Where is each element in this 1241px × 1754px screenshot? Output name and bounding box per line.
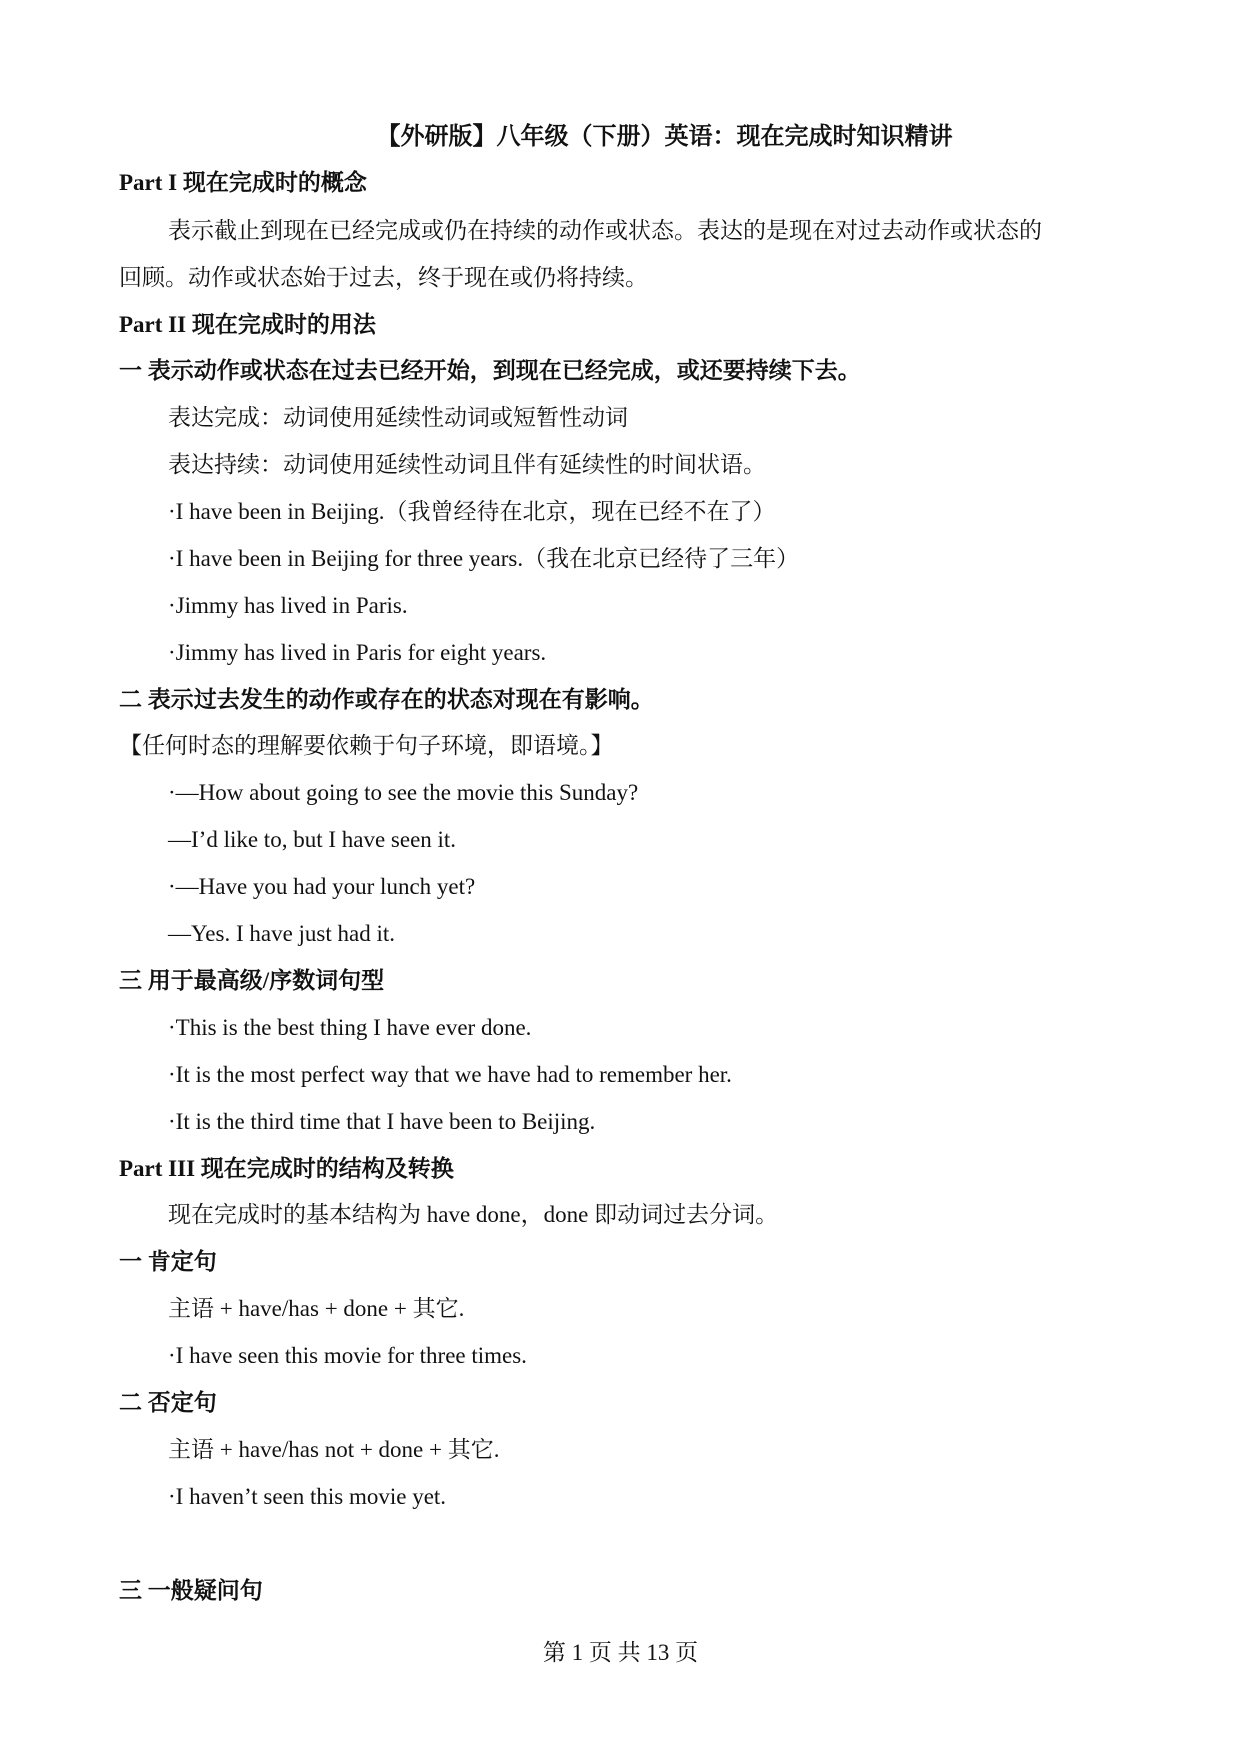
part2-section3-example: ·It is the third time that I have been to Beijing. xyxy=(168,1109,596,1134)
part3-section1-heading: 一 肯定句 xyxy=(119,1249,217,1274)
part1-paragraph-line2: 回顾。动作或状态始于过去，终于现在或仍将持续。 xyxy=(119,265,648,290)
part1-heading: Part I 现在完成时的概念 xyxy=(119,170,367,195)
part2-section3-heading: 三 用于最高级/序数词句型 xyxy=(119,968,385,993)
part2-heading: Part II 现在完成时的用法 xyxy=(119,312,376,337)
part2-section2-note: 【任何时态的理解要依赖于句子环境，即语境。】 xyxy=(119,733,614,758)
part2-section1-example: ·Jimmy has lived in Paris. xyxy=(168,593,408,618)
part2-section2-dialogue: —I’d like to, but I have seen it. xyxy=(168,827,457,852)
part1-paragraph-line1: 表示截止到现在已经完成或仍在持续的动作或状态。表达的是现在对过去动作或状态的 xyxy=(168,218,1042,243)
document-title: 【外研版】八年级（下册）英语：现在完成时知识精讲 xyxy=(376,124,953,150)
part3-section1-formula: 主语 + have/has + done + 其它. xyxy=(168,1296,465,1321)
part3-heading: Part III 现在完成时的结构及转换 xyxy=(119,1156,454,1181)
part2-section1-heading: 一 表示动作或状态在过去已经开始，到现在已经完成，或还要持续下去。 xyxy=(119,358,861,383)
part2-section1-example: ·Jimmy has lived in Paris for eight years. xyxy=(168,640,547,665)
part3-section2-example: ·I haven’t seen this movie yet. xyxy=(168,1484,447,1509)
part2-section2-dialogue: ·—Have you had your lunch yet? xyxy=(168,874,476,899)
part2-section1-line: 表达完成：动词使用延续性动词或短暂性动词 xyxy=(168,405,628,430)
part3-section2-heading: 二 否定句 xyxy=(119,1390,217,1415)
part2-section1-line: 表达持续：动词使用延续性动词且伴有延续性的时间状语。 xyxy=(168,452,766,477)
page-footer: 第 1 页 共 13 页 xyxy=(542,1640,699,1665)
part2-section3-example: ·This is the best thing I have ever done. xyxy=(168,1015,532,1040)
part2-section3-example: ·It is the most perfect way that we have had to remember her. xyxy=(168,1062,732,1087)
part3-intro: 现在完成时的基本结构为 have done，done 即动词过去分词。 xyxy=(168,1202,779,1227)
part2-section2-dialogue: —Yes. I have just had it. xyxy=(168,921,396,946)
part2-section1-example: ·I have been in Beijing.（我曾经待在北京，现在已经不在了） xyxy=(168,499,776,524)
part3-section3-heading: 三 一般疑问句 xyxy=(119,1578,263,1603)
part2-section2-heading: 二 表示过去发生的动作或存在的状态对现在有影响。 xyxy=(119,687,654,712)
part3-section2-formula: 主语 + have/has not + done + 其它. xyxy=(168,1437,500,1462)
part2-section2-dialogue: ·—How about going to see the movie this Sunday? xyxy=(168,780,639,805)
part2-section1-example: ·I have been in Beijing for three years.（我在北京已经待了三年） xyxy=(168,546,800,571)
part3-section1-example: ·I have seen this movie for three times. xyxy=(168,1343,527,1368)
